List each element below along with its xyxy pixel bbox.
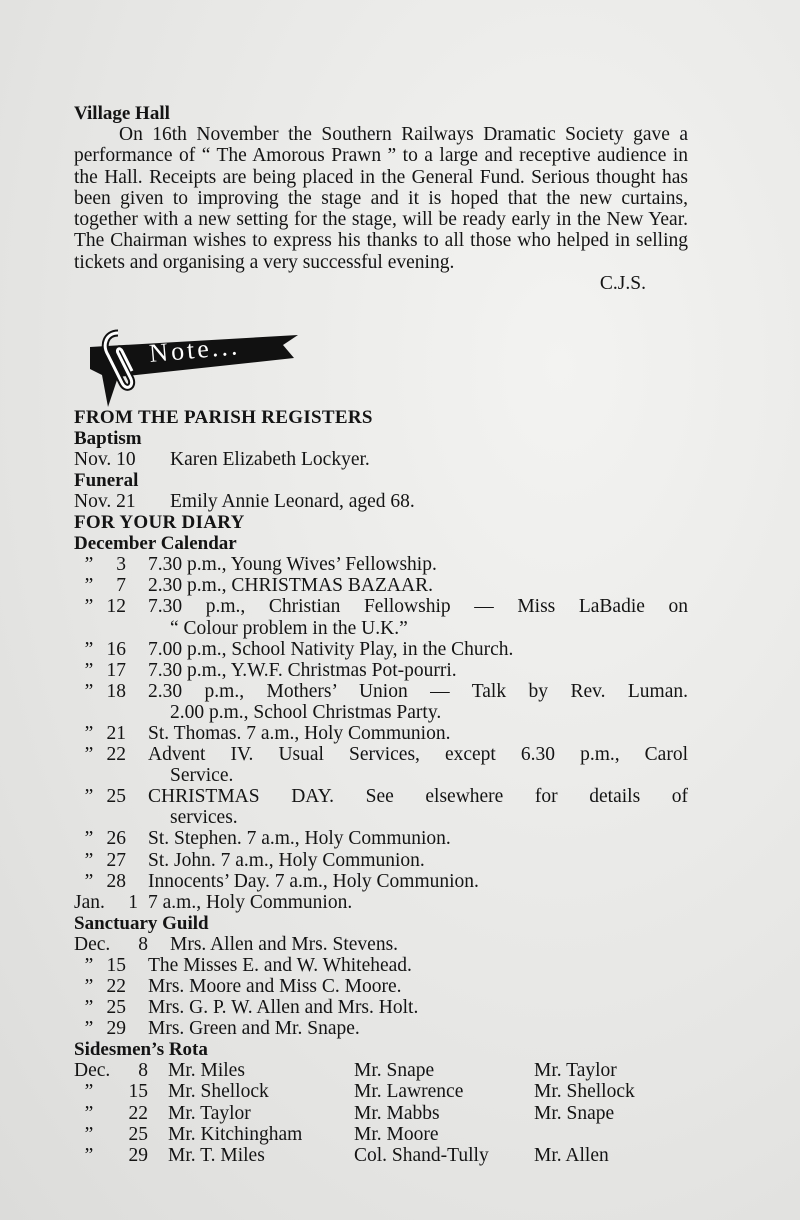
sanctuary-day: 15 xyxy=(106,954,126,976)
ditto-mark: ” xyxy=(84,744,94,766)
sanctuary-month: Dec. xyxy=(74,933,111,955)
ditto-mark: ” xyxy=(84,638,94,660)
funeral-text: Emily Annie Leonard, aged 68. xyxy=(170,491,415,513)
calendar-day: 18 xyxy=(106,680,126,702)
ditto-mark: ” xyxy=(84,849,94,871)
ditto-mark: ” xyxy=(84,828,94,850)
calendar-text: CHRISTMAS DAY. See elsewhere for details of xyxy=(148,786,688,808)
calendar-day: 12 xyxy=(106,596,126,618)
sanctuary-heading: Sanctuary Guild xyxy=(74,912,209,934)
calendar-row xyxy=(74,554,688,575)
calendar-day: 26 xyxy=(106,828,126,850)
sidesman-3: Mr. Shellock xyxy=(534,1081,635,1103)
sidesmen-month: Dec. xyxy=(74,1060,111,1082)
sidesmen-row xyxy=(74,1124,688,1145)
calendar-heading: December Calendar xyxy=(74,533,237,555)
calendar-text: St. John. 7 a.m., Holy Communion. xyxy=(148,849,425,871)
sidesmen-section xyxy=(74,1039,688,1165)
sanctuary-row xyxy=(74,934,688,955)
calendar-day: 1 xyxy=(128,891,138,913)
note-label: Note... xyxy=(147,331,242,368)
sidesman-2: Mr. Mabbs xyxy=(354,1102,440,1124)
ditto-mark: ” xyxy=(84,723,94,745)
calendar-day: 3 xyxy=(116,554,126,576)
ditto-mark: ” xyxy=(84,997,94,1019)
sanctuary-text: Mrs. G. P. W. Allen and Mrs. Holt. xyxy=(148,997,419,1019)
calendar-day: 25 xyxy=(106,786,126,808)
ditto-mark: ” xyxy=(84,575,94,597)
ditto-mark: ” xyxy=(84,1144,94,1166)
sanctuary-day: 25 xyxy=(106,997,126,1019)
calendar-row xyxy=(74,575,688,596)
ditto-mark: ” xyxy=(84,1102,94,1124)
calendar-day: 22 xyxy=(106,744,126,766)
sanctuary-row xyxy=(74,976,688,997)
ditto-mark: ” xyxy=(84,786,94,808)
calendar-row xyxy=(74,723,688,744)
diary-section xyxy=(74,512,688,913)
calendar-text-continued: services. xyxy=(170,807,238,829)
registers-heading: FROM THE PARISH REGISTERS xyxy=(74,407,373,429)
funeral-entry xyxy=(74,491,688,512)
sanctuary-text: The Misses E. and W. Whitehead. xyxy=(148,954,412,976)
sidesman-2: Mr. Lawrence xyxy=(354,1081,464,1103)
sidesmen-row xyxy=(74,1060,688,1081)
sidesman-1: Mr. Shellock xyxy=(168,1081,269,1103)
calendar-text: 7.30 p.m., Young Wives’ Fellowship. xyxy=(148,554,437,576)
sidesmen-row xyxy=(74,1103,688,1124)
village-hall-section xyxy=(74,103,688,294)
baptism-text: Karen Elizabeth Lockyer. xyxy=(170,449,370,471)
village-hall-heading: Village Hall xyxy=(74,103,170,124)
calendar-day: 21 xyxy=(106,723,126,745)
registers-section xyxy=(74,407,688,512)
sidesman-2: Col. Shand-Tully xyxy=(354,1144,489,1166)
calendar-text: 7.00 p.m., School Nativity Play, in the Church. xyxy=(148,638,514,660)
calendar-row xyxy=(74,892,688,913)
baptism-entry xyxy=(74,449,688,470)
sanctuary-row xyxy=(74,997,688,1018)
baptism-heading: Baptism xyxy=(74,428,142,450)
calendar-row xyxy=(74,871,688,892)
sanctuary-day: 22 xyxy=(106,976,126,998)
ditto-mark: ” xyxy=(84,596,94,618)
calendar-row xyxy=(74,786,688,807)
calendar-row xyxy=(74,639,688,660)
calendar-text: 7.30 p.m., Y.W.F. Christmas Pot-pourri. xyxy=(148,659,457,681)
ditto-mark: ” xyxy=(84,976,94,998)
sidesmen-day: 15 xyxy=(128,1081,148,1103)
sanctuary-day: 8 xyxy=(138,933,148,955)
calendar-text: Advent IV. Usual Services, except 6.30 p.m., Carol xyxy=(148,744,688,766)
ditto-mark: ” xyxy=(84,659,94,681)
calendar-day: 27 xyxy=(106,849,126,871)
page-content xyxy=(74,103,688,1166)
sidesman-1: Mr. Taylor xyxy=(168,1102,251,1124)
ditto-mark: ” xyxy=(84,954,94,976)
calendar-text-continued: 2.00 p.m., School Christmas Party. xyxy=(170,701,442,723)
sanctuary-day: 29 xyxy=(106,1018,126,1040)
calendar-day: 16 xyxy=(106,638,126,660)
spacer xyxy=(74,294,688,407)
calendar-row xyxy=(74,596,688,617)
sidesman-1: Mr. T. Miles xyxy=(168,1144,265,1166)
sidesman-2: Mr. Snape xyxy=(354,1060,435,1082)
sidesman-3: Mr. Allen xyxy=(534,1144,609,1166)
calendar-text-continued: “ Colour problem in the U.K.” xyxy=(170,617,408,639)
sanctuary-text: Mrs. Moore and Miss C. Moore. xyxy=(148,976,402,998)
village-hall-body: On 16th November the Southern Railways Dramatic Society gave a performance of “ The Amorous Prawn ” to a large and receptive audience in the Hall. Receipts are being placed in the General Fund. Serious thought has been given to improving the stage and it is hoped that the new curtains, together with a new setting for the stage, will be ready early in the New Year. The Chairman wishes to express his thanks to all those who helped in selling tickets and organising a very successful evening. xyxy=(74,124,688,273)
ditto-mark: ” xyxy=(84,1081,94,1103)
calendar-text: 2.30 p.m., CHRISTMAS BAZAAR. xyxy=(148,575,433,597)
calendar-row xyxy=(74,660,688,681)
calendar-day: 28 xyxy=(106,870,126,892)
calendar-text: 7.30 p.m., Christian Fellowship — Miss LaBadie on xyxy=(148,596,688,618)
sidesmen-row xyxy=(74,1145,688,1166)
diary-heading: FOR YOUR DIARY xyxy=(74,512,245,534)
calendar-day: 17 xyxy=(106,659,126,681)
sidesman-3: Mr. Snape xyxy=(534,1102,615,1124)
baptism-date: Nov. 10 xyxy=(74,449,136,471)
ditto-mark: ” xyxy=(84,870,94,892)
calendar-text-continued: Service. xyxy=(170,765,234,787)
calendar-text: St. Thomas. 7 a.m., Holy Communion. xyxy=(148,723,451,745)
sidesmen-day: 25 xyxy=(128,1123,148,1145)
sanctuary-text: Mrs. Allen and Mrs. Stevens. xyxy=(170,933,399,955)
sanctuary-row xyxy=(74,1018,688,1039)
calendar-row xyxy=(74,828,688,849)
village-hall-signature: C.J.S. xyxy=(599,273,646,295)
funeral-heading: Funeral xyxy=(74,470,139,492)
calendar-text: 2.30 p.m., Mothers’ Union — Talk by Rev. Luman. xyxy=(148,680,688,702)
ditto-mark: ” xyxy=(84,1018,94,1040)
sidesmen-day: 8 xyxy=(138,1060,148,1082)
calendar-row xyxy=(74,681,688,702)
calendar-text: St. Stephen. 7 a.m., Holy Communion. xyxy=(148,828,451,850)
sidesmen-day: 22 xyxy=(128,1102,148,1124)
calendar-month: Jan. xyxy=(74,891,105,913)
ditto-mark: ” xyxy=(84,1123,94,1145)
sidesmen-heading: Sidesmen’s Rota xyxy=(74,1039,208,1061)
ditto-mark: ” xyxy=(84,680,94,702)
calendar-text: 7 a.m., Holy Communion. xyxy=(148,891,353,913)
funeral-date: Nov. 21 xyxy=(74,491,136,513)
calendar-row xyxy=(74,744,688,765)
calendar-day: 7 xyxy=(116,575,126,597)
sidesman-3 xyxy=(534,1124,688,1145)
sanctuary-text: Mrs. Green and Mr. Snape. xyxy=(148,1018,360,1040)
sidesman-3: Mr. Taylor xyxy=(534,1060,617,1082)
calendar-row xyxy=(74,850,688,871)
sidesmen-row xyxy=(74,1081,688,1102)
sidesmen-day: 29 xyxy=(128,1144,148,1166)
calendar-text: Innocents’ Day. 7 a.m., Holy Communion. xyxy=(148,870,479,892)
sanctuary-row xyxy=(74,955,688,976)
sidesman-2: Mr. Moore xyxy=(354,1123,439,1145)
ditto-mark: ” xyxy=(84,554,94,576)
sidesman-1: Mr. Miles xyxy=(168,1060,245,1082)
sidesman-1: Mr. Kitchingham xyxy=(168,1123,303,1145)
sanctuary-section xyxy=(74,913,688,1039)
